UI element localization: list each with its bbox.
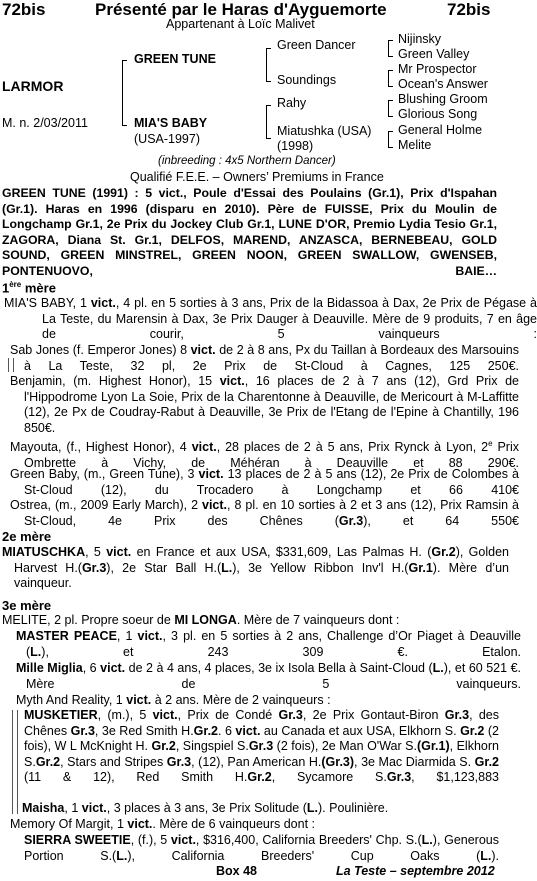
produce-benjamin: Benjamin, (m. Highest Honor), 15 vict., 16 places de 2 à 7 ans (12), Grd Prix de l'Hippodrome Lyon La Soie, Prix de la Charentonne à Deauville, de Mericourt à M-Laffitte (12), 2e Px de Coudray-Rabut à Deauville, 3e Prix de l'Etang de l'Epine à Chantilly, 196 850€. — [10, 374, 519, 435]
box-number: Box 48 — [216, 864, 257, 878]
section-label: 1 — [2, 280, 10, 296]
produce-musketier: MUSKETIER, (m.), 5 vict., Prix de Condé Gr.3, 2e Prix Gontaut-Biron Gr.3, des Chênes Gr.3, 3e Red Smith H.Gr.2. 6 vict. au Canada et aux USA, Elkhorn S. Gr.2 (2 fois), W L McKnight H. Gr.2, Singspiel S.Gr.3 (2 fois), 2e Man O'War S.(Gr.1), Elkhorn S.Gr.2, Stars and Stripes Gr.3, (12), Pan American H.(Gr.3), 3e Mac Diarmida S. Gr.2 (11 & 12), Red Smith H.Gr.2, Sycamore S.Gr.3, $1,123,883 — [24, 708, 500, 785]
sire-dam: Soundings — [277, 73, 337, 87]
section-third-dam: 3e mère — [2, 598, 52, 613]
produce-mille-miglia: Mille Miglia, 6 vict. de 2 à 4 ans, 4 places, 3e ix Isola Bella à Saint-Cloud (L.), et 60 521 €. Mère de 5 vainqueurs. — [16, 661, 522, 691]
qualification-line: Qualifié F.E.E. – Owners’ Premiums in France — [130, 170, 384, 184]
bracket-gen3-3 — [388, 100, 393, 117]
bracket-gen3-1 — [388, 40, 393, 57]
produce-maisha: Maisha, 1 vict., 3 places à 3 ans, 3e Prix Solitude (L.). Poulinière. — [22, 801, 389, 815]
bracket-gen3-2 — [388, 70, 393, 87]
dds-name: General Holme — [398, 123, 483, 137]
horse-name: LARMOR — [2, 78, 64, 94]
pedigree-bracket-main — [122, 60, 127, 126]
section-sup: ère — [9, 280, 22, 289]
sire-paragraph: GREEN TUNE (1991) : 5 vict., Poule d'Essai des Poulains (Gr.1), Prix d'Ispahan (Gr.1). Haras en 1996 (disparu en 2010). Père de FUISSE, Prix du Moulin de Longchamp Gr.1, 2e Prix du Jockey Club Gr.1, LUNE D'OR, Premio Lydia Tesio Gr.1, ZAGORA, Diana St. Gr.1, DELFOS, MAREND, ANZASCA, BERNEBEAU, GOLD SOUND, GREEN MINSTREL, GREEN NOON, GREEN SWALLOW, GWENSEB, PONTENUOVO, BAIE… — [2, 186, 497, 278]
section-first-dam — [2, 280, 56, 295]
pedigree-bracket-dam — [266, 105, 271, 139]
sire-name: GREEN TUNE — [134, 52, 216, 66]
horse-birth: M. n. 2/03/2011 — [2, 116, 88, 130]
section-label-rest: mère — [21, 280, 56, 296]
inbreeding-note: (inbreeding : 4x5 Northern Dancer) — [158, 155, 336, 167]
page-title: Présenté par le Haras d'Ayguemorte — [95, 0, 387, 19]
produce-master-peace: MASTER PEACE, 1 vict., 3 pl. en 5 sorties à 2 ans, Challenge d’Or Piaget à Deauville (L.), et 243 309 €. Etalon. — [16, 629, 521, 659]
produce-mayouta: Mayouta, (f., Highest Honor), 4 vict., 28 places de 2 à 5 ans, Prix Rynck à Lyon, 2e Prix Ombrette à Vichy, de Méhéran à Deauville et 88 290€. — [10, 439, 519, 470]
owner-line: Appartenant à Loïc Malivet — [166, 17, 315, 31]
lot-number-left: 72bis — [2, 0, 46, 19]
dam-sire: Rahy — [277, 96, 307, 110]
sds-name: Mr Prospector — [398, 62, 477, 76]
dam-dam-year: (1998) — [277, 139, 314, 153]
dam-paragraph: MIA'S BABY, 1 vict., 4 pl. en 5 sorties à 3 ans, Prix de la Bidassoa à Dax, 2e Prix de Pégase à La Teste, du Marensin à Dax, 3e Prix Dauger à Deauville. Mère de 9 produits, 7 en âge de courir, 5 vainqueurs : — [4, 296, 537, 342]
produce-sierra-sweetie: SIERRA SWEETIE, (f.), 5 vict., $316,400, California Breeders' Chp. S.(L.), Generous Portion S.(L.), California Breeders' Cup Oaks (L.). — [24, 833, 499, 863]
produce-green-baby: Green Baby, (m., Green Tune), 3 vict. 13 places de 2 à 5 ans (12), 2e Prix de Colombes à St-Cloud (12), du Trocadero à Longchamp et 66 410€ — [10, 467, 519, 497]
produce-sab-jones: Sab Jones (f. Emperor Jones) 8 vict. de 2 à 8 ans, Px du Taillan à Bordeaux des Marsouins à La Teste, 32 pl, 2e Prix de St-Cloud à Cagnes, 125 250€. — [10, 343, 519, 373]
produce-ostrea: Ostrea, (m., 2009 Early March), 2 vict., 8 pl. en 10 sorties à 2 et 3 ans (12), Prix Ramsin à St-Cloud, 4e Prix des Chênes (Gr.3), et 64 550€ — [10, 498, 519, 528]
third-dam-paragraph: MELITE, 2 pl. Propre soeur de MI LONGA. Mère de 7 vainqueurs dont : — [2, 613, 400, 627]
section-second-dam: 2e mère — [2, 529, 52, 544]
dsd-name: Glorious Song — [398, 107, 478, 121]
dam-name: MIA'S BABY — [134, 116, 208, 130]
sss-name: Nijinsky — [398, 32, 442, 46]
sale-event: La Teste – septembre 2012 — [336, 864, 495, 878]
sdd-name: Ocean's Answer — [398, 77, 488, 91]
ssd-name: Green Valley — [398, 47, 470, 61]
dss-name: Blushing Groom — [398, 92, 488, 106]
lot-number-right: 72bis — [447, 0, 491, 19]
dam-origin: (USA-1997) — [134, 132, 200, 146]
produce-memory-of-margit: Memory Of Margit, 1 vict.. Mère de 6 vainqueurs dont : — [10, 817, 316, 831]
dam-dam: Miatushka (USA) — [277, 124, 372, 138]
second-dam-paragraph: MIATUSCHKA, 5 vict. en France et aux USA, $331,609, Las Palmas H. (Gr.2), Golden Harvest H.(Gr.3), 2e Star Ball H.(L.), 3e Yellow Ribbon Inv'l H.(Gr.1). Mère d’un vainqueur. — [2, 545, 509, 591]
ddd-name: Melite — [398, 138, 432, 152]
sire-sire: Green Dancer — [277, 38, 356, 52]
pedigree-bracket-sire — [266, 48, 271, 82]
bracket-gen3-4 — [388, 131, 393, 148]
produce-myth-and-reality: Myth And Reality, 1 vict. à 2 ans. Mère de 2 vainqueurs : — [16, 693, 331, 707]
